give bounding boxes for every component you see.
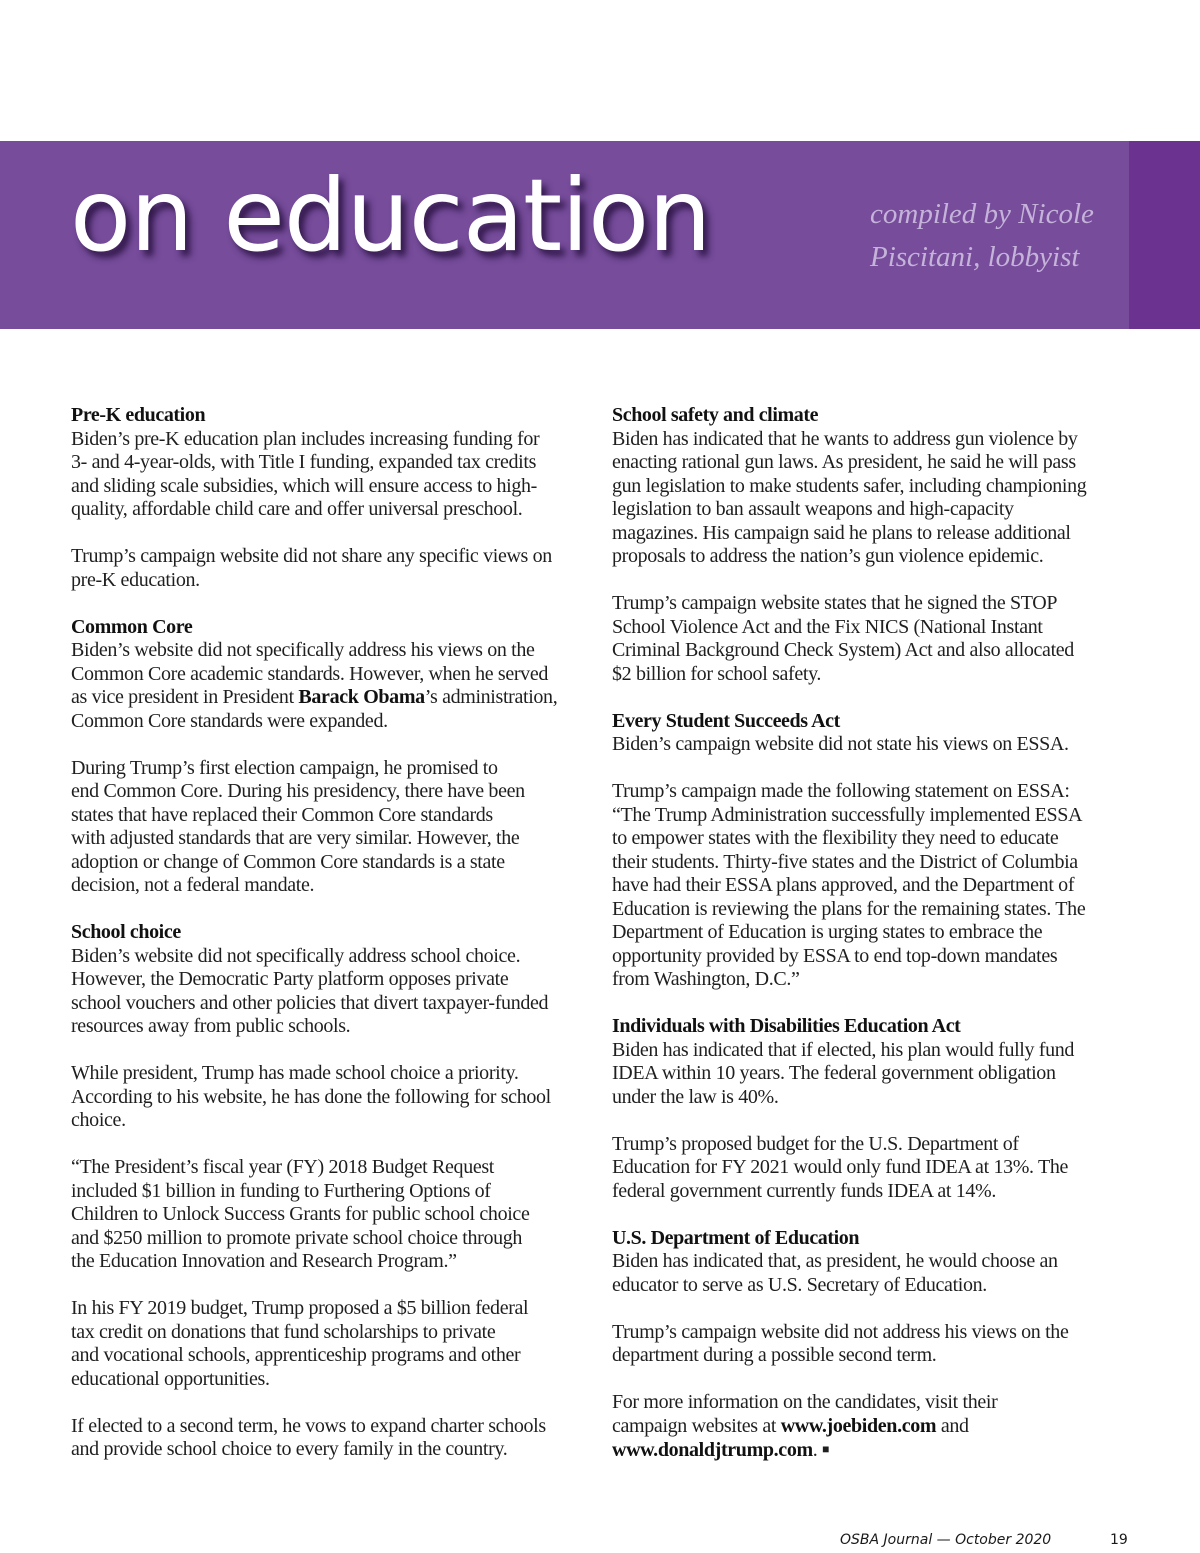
- paragraph: [71, 945, 591, 1039]
- text-line: resources away from public schools.: [71, 1015, 351, 1037]
- paragraph: [612, 1250, 1132, 1297]
- link-joebiden[interactable]: www.joebiden.com: [780, 1414, 937, 1437]
- text-line: Biden’s website did not specifically address school choice.: [71, 944, 521, 967]
- text-line: quality, affordable child care and offer universal preschool.: [71, 498, 523, 520]
- text-line: Biden’s website did not specifically address his views on the: [71, 639, 535, 661]
- paragraph: [612, 1391, 1132, 1463]
- text-line: [612, 1415, 1132, 1439]
- text-line: Trump’s campaign made the following statement on ESSA:: [612, 780, 1070, 802]
- byline: [870, 193, 1094, 279]
- text-line: Trump’s campaign website did not address his views on the: [612, 1320, 1069, 1343]
- text-line: Biden has indicated that if elected, his plan would fully fund: [612, 1038, 1075, 1061]
- text-line: and $250 million to promote private school choice through: [71, 1226, 523, 1249]
- text-line: under the law is 40%.: [612, 1085, 779, 1108]
- text-line: [612, 1438, 1132, 1463]
- byline-line-2: Piscitani, lobbyist: [870, 241, 1080, 273]
- text-line: from Washington, D.C.”: [612, 968, 800, 990]
- text-run: .: [812, 1439, 818, 1461]
- link-donaldjtrump[interactable]: www.donaldjtrump.com: [612, 1439, 813, 1461]
- text-line: Biden has indicated that he wants to address gun violence by: [612, 427, 1078, 450]
- paragraph: [612, 592, 1132, 686]
- text-line: Trump’s proposed budget for the U.S. Department of: [612, 1132, 1019, 1155]
- section-heading: School choice: [71, 921, 181, 943]
- paragraph: [612, 1133, 1132, 1204]
- text-line: tax credit on donations that fund scholarships to private: [71, 1320, 496, 1343]
- text-line: School Violence Act and the Fix NICS (National Instant: [612, 615, 1043, 638]
- text-line: included $1 billion in funding to Furthering Options of: [71, 1179, 491, 1202]
- section-essa: [612, 710, 1132, 992]
- quote-paragraph: [612, 780, 1132, 992]
- text-line: Education for FY 2021 would only fund IDEA at 13%. The: [612, 1156, 1069, 1178]
- text-line: end Common Core. During his presidency, there have been: [71, 780, 525, 802]
- paragraph: [71, 545, 591, 592]
- text-line: 3- and 4-year-olds, with Title I funding, expanded tax credits: [71, 451, 537, 473]
- text-line: have had their ESSA plans approved, and the Department of: [612, 874, 1075, 896]
- text-line: educator to serve as U.S. Secretary of Education.: [612, 1273, 987, 1296]
- text-line: “The Trump Administration successfully implemented ESSA: [612, 803, 1083, 826]
- section-school-choice: [71, 921, 591, 1462]
- quote-paragraph: [71, 1156, 591, 1274]
- paragraph: [612, 428, 1132, 569]
- page-title: on education: [70, 157, 711, 274]
- text-line: decision, not a federal mandate.: [71, 874, 315, 896]
- text-line: to empower states with the flexibility they need to educate: [612, 827, 1059, 849]
- text-line: During Trump’s first election campaign, he promised to: [71, 756, 498, 779]
- paragraph: [71, 1297, 591, 1391]
- text-line: the Education Innovation and Research Program.”: [71, 1250, 457, 1272]
- section-heading: U.S. Department of Education: [612, 1226, 860, 1249]
- text-line: gun legislation to make students safer, including championing: [612, 474, 1087, 497]
- paragraph: [71, 1062, 591, 1133]
- person-name: Barack Obama: [298, 686, 425, 708]
- text-line: Children to Unlock Success Grants for public school choice: [71, 1203, 530, 1225]
- text-line: Biden’s campaign website did not state his views on ESSA.: [612, 733, 1069, 755]
- banner-edge-stripe: [1129, 141, 1200, 329]
- paragraph: [71, 1415, 591, 1462]
- text-line: If elected to a second term, he vows to expand charter schools: [71, 1414, 546, 1437]
- section-idea: [612, 1015, 1132, 1203]
- text-line: pre-K education.: [71, 568, 200, 591]
- section-heading: Every Student Succeeds Act: [612, 709, 840, 732]
- paragraph: [612, 1039, 1132, 1110]
- paragraph: [71, 428, 591, 522]
- text-run: as vice president in President: [71, 686, 299, 708]
- text-line: Common Core standards were expanded.: [71, 709, 388, 732]
- text-line: proposals to address the nation’s gun violence epidemic.: [612, 545, 1044, 567]
- right-column: [612, 404, 1132, 1463]
- paragraph: [612, 733, 1132, 757]
- section-prek: [71, 404, 591, 592]
- text-run: ’s administration,: [424, 686, 558, 708]
- text-line: For more information on the candidates, visit their: [612, 1391, 998, 1413]
- section-heading: Common Core: [71, 615, 193, 638]
- text-line: Common Core academic standards. However, when he served: [71, 662, 549, 685]
- text-line: [71, 686, 591, 710]
- text-line: department during a possible second term.: [612, 1344, 937, 1366]
- text-line: and vocational schools, apprenticeship programs and other: [71, 1344, 521, 1366]
- text-line: states that have replaced their Common Core standards: [71, 803, 493, 826]
- text-line: and provide school choice to every family in the country.: [71, 1438, 508, 1460]
- text-line: with adjusted standards that are very similar. However, the: [71, 827, 520, 849]
- section-heading: School safety and climate: [612, 404, 819, 426]
- text-line: Biden has indicated that, as president, he would choose an: [612, 1250, 1058, 1272]
- text-line: Trump’s campaign website did not share any specific views on: [71, 545, 552, 567]
- text-line: opportunity provided by ESSA to end top-down mandates: [612, 944, 1058, 967]
- text-line: adoption or change of Common Core standards is a state: [71, 850, 505, 873]
- text-run: and: [936, 1414, 969, 1437]
- section-common-core: [71, 616, 591, 898]
- paragraph: [612, 1321, 1132, 1368]
- text-run: campaign websites at: [612, 1414, 781, 1437]
- section-heading: Individuals with Disabilities Education Act: [612, 1015, 961, 1037]
- text-line: Criminal Background Check System) Act and also allocated: [612, 639, 1074, 661]
- text-line: Trump’s campaign website states that he signed the STOP: [612, 592, 1058, 614]
- text-line: school vouchers and other policies that divert taxpayer-funded: [71, 991, 549, 1014]
- text-line: federal government currently funds IDEA at 14%.: [612, 1179, 996, 1202]
- section-heading: Pre-K education: [71, 404, 206, 426]
- text-line: Department of Education is urging states to embrace the: [612, 921, 1043, 943]
- section-us-department-of-education: [612, 1227, 1132, 1463]
- text-line: their students. Thirty-five states and the District of Columbia: [612, 850, 1078, 873]
- text-line: “The President’s fiscal year (FY) 2018 Budget Request: [71, 1156, 495, 1178]
- text-line: and sliding scale subsidies, which will ensure access to high-: [71, 474, 537, 497]
- text-line: Biden’s pre-K education plan includes increasing funding for: [71, 427, 540, 450]
- text-line: choice.: [71, 1109, 126, 1131]
- text-line: IDEA within 10 years. The federal government obligation: [612, 1062, 1056, 1084]
- paragraph: [71, 757, 591, 898]
- text-line: In his FY 2019 budget, Trump proposed a $5 billion federal: [71, 1297, 529, 1319]
- running-footer: OSBA Journal — October 2020: [840, 1532, 1052, 1548]
- text-line: $2 billion for school safety.: [612, 662, 822, 685]
- text-line: However, the Democratic Party platform opposes private: [71, 968, 509, 990]
- text-line: enacting rational gun laws. As president, he said he will pass: [612, 451, 1076, 473]
- text-line: legislation to ban assault weapons and high-capacity: [612, 498, 1014, 520]
- text-line: According to his website, he has done the following for school: [71, 1085, 551, 1108]
- left-column: [71, 404, 591, 1462]
- end-mark-icon: ■: [822, 1442, 830, 1456]
- section-school-safety: [612, 404, 1132, 686]
- text-line: While president, Trump has made school choice a priority.: [71, 1062, 519, 1084]
- byline-line-1: compiled by Nicole: [870, 198, 1094, 230]
- text-line: Education is reviewing the plans for the remaining states. The: [612, 897, 1086, 920]
- title-banner: [0, 141, 1200, 329]
- text-line: educational opportunities.: [71, 1367, 270, 1390]
- page-number: 19: [1110, 1532, 1128, 1548]
- paragraph: [71, 639, 591, 733]
- text-line: magazines. His campaign said he plans to release additional: [612, 521, 1071, 544]
